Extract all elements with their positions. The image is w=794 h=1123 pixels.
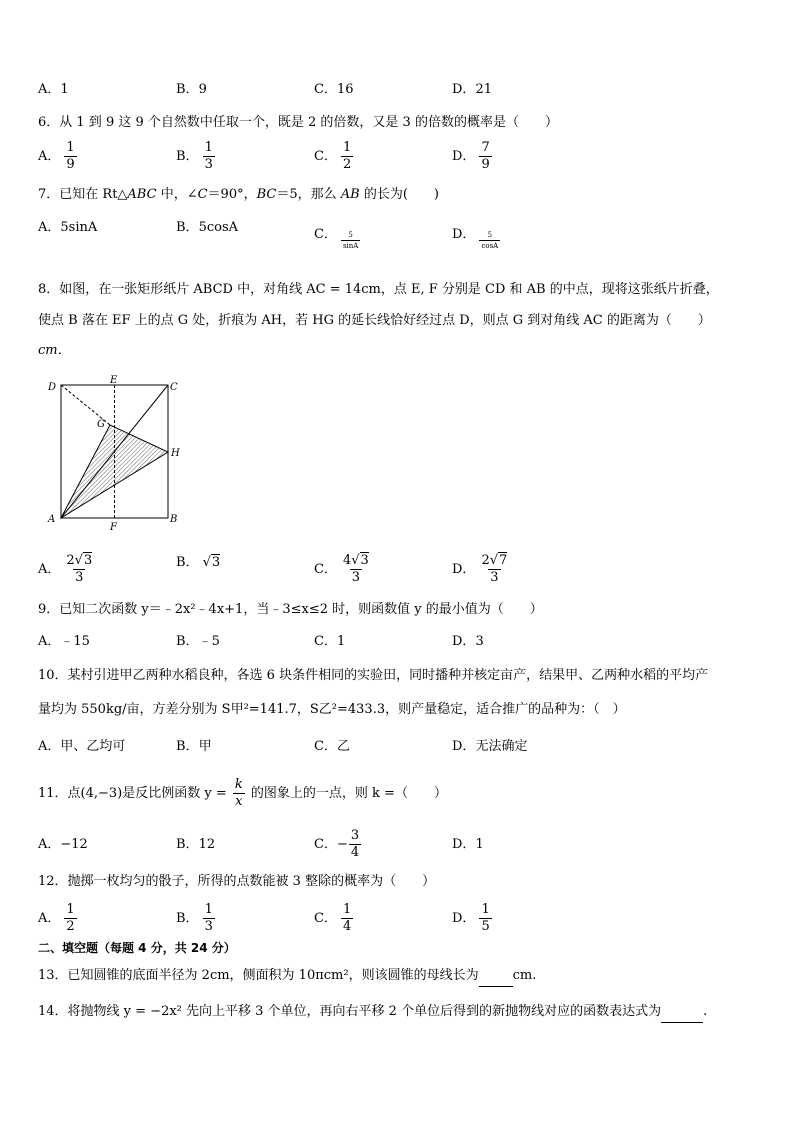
q14-text: 14．将抛物线 y = −2x² 先向上平移 3 个单位，再向右平移 2 个单位后得到的新抛物线对应的函数表达式为 . <box>38 1002 707 1023</box>
section-2-heading: 二、填空题（每题 4 分，共 24 分） <box>38 941 236 955</box>
q9-text: 9．已知二次函数 y＝﹣2x²﹣4x+1，当﹣3≤x≤2 时，则函数值 y 的最小值为（ ） <box>38 602 543 617</box>
q10-option-c: C．乙 <box>314 739 350 754</box>
q11-text: 11．点(4,−3)是反比例函数 y = $\frac{k}{x}$ 的图象上的一点，则 k =（ ） <box>38 777 447 809</box>
q11-option-a: A．−12 <box>38 837 88 852</box>
label-c: C <box>170 382 178 393</box>
q6-option-b: B． $\frac{1}{3}$ <box>176 140 213 172</box>
q8-line1: 8．如图，在一张矩形纸片 ABCD 中，对角线 AC = 14cm，点 E, F 分别是 CD 和 AB 的中点，现将这张纸片折叠， <box>38 282 719 297</box>
q12-option-c: C． $\frac{1}{4}$ <box>314 902 352 934</box>
q10-line2: 量均为 550kg/亩，方差分别为 S甲²=141.7，S乙²=433.3，则产量稳定，适合推广的品种为：（ ） <box>38 702 626 717</box>
q6-option-a: A． $\frac{1}{9}$ <box>38 140 75 172</box>
q8-option-d: D． $\frac{2√7}{3}$ <box>452 553 508 585</box>
q6-option-d: D． $\frac{7}{9}$ <box>452 140 490 172</box>
q12-option-a: A． $\frac{1}{2}$ <box>38 902 75 934</box>
q7-text: 7．已知在 Rt△ABC 中，∠C＝90°，BC＝5，那么 AB 的长为( ) <box>38 187 439 202</box>
label-b: B <box>170 514 178 525</box>
q12-option-b: B． $\frac{1}{3}$ <box>176 902 213 934</box>
q10-option-a: A．甲、乙均可 <box>38 739 126 754</box>
q12-option-d: D． $\frac{1}{5}$ <box>452 902 490 934</box>
label-d: D <box>48 382 57 393</box>
q8-figure <box>44 374 186 532</box>
q11-option-c: C．− $\frac{3}{4}$ <box>314 828 360 860</box>
q12-text: 12．抛掷一枚均匀的骰子，所得的点数能被 3 整除的概率为（ ） <box>38 874 436 889</box>
q8-option-b: B． √3 <box>176 555 221 570</box>
q8-line2: 使点 B 落在 EF 上的点 G 处，折痕为 AH，若 HG 的延长线恰好经过点 D，则点 G 到对角线 AC 的距离为（ ） <box>38 313 711 328</box>
q11-option-b: B．12 <box>176 837 216 852</box>
q8-line3: cm． <box>38 343 71 358</box>
q6-text: 6．从 1 到 9 这 9 个自然数中任取一个，既是 2 的倍数，又是 3 的倍数的概率是（ ） <box>38 115 558 130</box>
q10-option-d: D．无法确定 <box>452 739 528 754</box>
label-h: H <box>171 448 180 459</box>
q9-option-d: D．3 <box>452 634 484 649</box>
q9-option-b: B．﹣5 <box>176 634 220 649</box>
q9-option-a: A．﹣15 <box>38 634 90 649</box>
label-g: G <box>97 419 105 430</box>
q7-option-a: A．5sinA <box>38 220 98 235</box>
q5-option-a: A．1 <box>38 82 69 97</box>
q7-option-c: C． $\frac{5}{\sin A}$ <box>314 227 359 250</box>
label-a: A <box>48 514 56 525</box>
q10-line1: 10．某村引进甲乙两种水稻良种，各选 6 块条件相同的实验田，同时播种并核定亩产，结果甲、乙两种水稻的平均产 <box>38 668 709 683</box>
q11-option-d: D．1 <box>452 837 484 852</box>
label-e: E <box>110 375 118 386</box>
q7-option-d: D． $\frac{5}{\cos A}$ <box>452 227 499 250</box>
q13-answer-blank[interactable] <box>479 966 513 987</box>
q5-option-c: C．16 <box>314 82 354 97</box>
q7-option-b: B．5cosA <box>176 220 239 235</box>
q13-text: 13．已知圆锥的底面半径为 2cm，侧面积为 10πcm²，则该圆锥的母线长为 cm. <box>38 966 536 987</box>
q6-option-c: C． $\frac{1}{2}$ <box>314 140 352 172</box>
q8-option-c: C． $\frac{4√3}{3}$ <box>314 553 369 585</box>
label-f: F <box>110 522 117 532</box>
q8-option-a: A． $\frac{2√3}{3}$ <box>38 553 93 585</box>
q5-option-d: D．21 <box>452 82 492 97</box>
q9-option-c: C．1 <box>314 634 346 649</box>
q10-option-b: B．甲 <box>176 739 212 754</box>
q5-option-b: B．9 <box>176 82 207 97</box>
q14-answer-blank[interactable] <box>661 1002 703 1023</box>
